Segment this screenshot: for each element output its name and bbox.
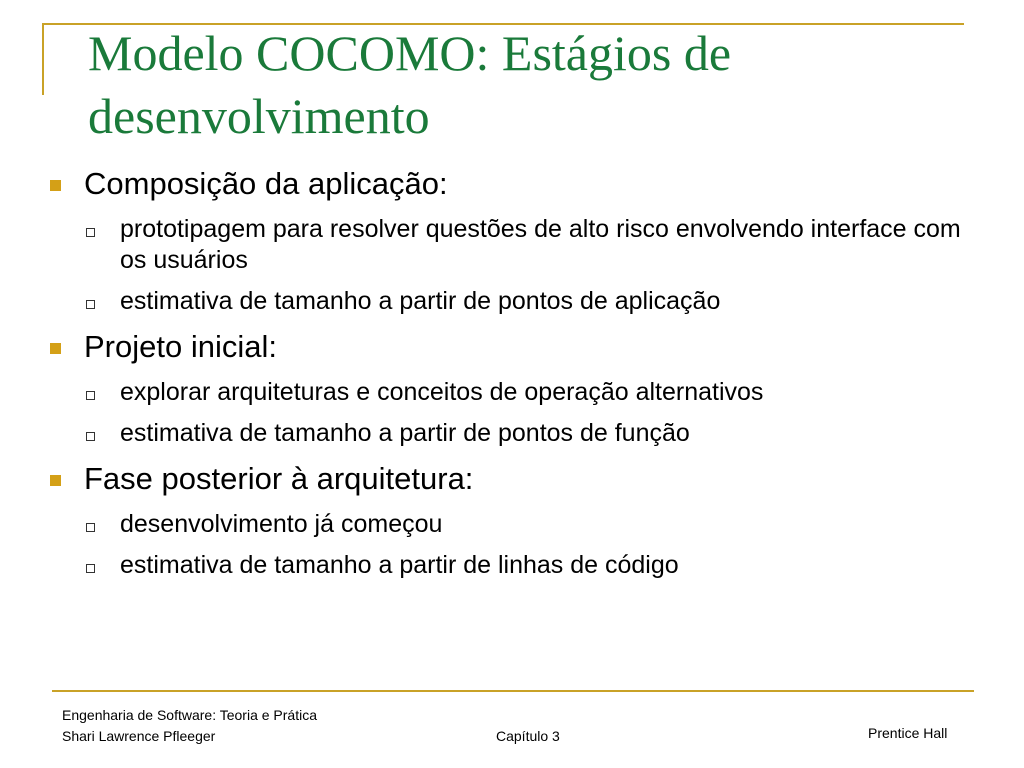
square-bullet-icon bbox=[50, 180, 61, 191]
hollow-square-bullet-icon bbox=[86, 432, 95, 441]
footer-chapter: Capítulo 3 bbox=[496, 728, 560, 744]
footer-author: Shari Lawrence Pfleeger bbox=[62, 728, 216, 744]
sub-bullet: estimativa de tamanho a partir de linhas de código bbox=[48, 550, 988, 581]
sub-bullet: estimativa de tamanho a partir de pontos de aplicação bbox=[48, 286, 988, 317]
bullet-list bbox=[48, 164, 988, 591]
hollow-square-bullet-icon bbox=[86, 228, 95, 237]
section-heading: Composição da aplicação: bbox=[48, 164, 988, 204]
square-bullet-icon bbox=[50, 475, 61, 486]
sub-bullet: explorar arquiteturas e conceitos de operação alternativos bbox=[48, 377, 988, 408]
hollow-square-bullet-icon bbox=[86, 300, 95, 309]
section-heading: Fase posterior à arquitetura: bbox=[48, 459, 988, 499]
sub-bullet: desenvolvimento já começou bbox=[48, 509, 988, 540]
section-heading: Projeto inicial: bbox=[48, 327, 988, 367]
hollow-square-bullet-icon bbox=[86, 523, 95, 532]
frame-left-rule bbox=[42, 23, 44, 95]
hollow-square-bullet-icon bbox=[86, 391, 95, 400]
footer-book-title: Engenharia de Software: Teoria e Prática bbox=[62, 707, 318, 723]
slide-title: Modelo COCOMO: Estágios de desenvolvimento bbox=[88, 25, 732, 144]
sub-bullet: prototipagem para resolver questões de alto risco envolvendo interface com os usuários bbox=[48, 214, 988, 276]
footer-publisher: Prentice Hall bbox=[868, 725, 948, 741]
footer-rule bbox=[52, 690, 974, 692]
hollow-square-bullet-icon bbox=[86, 564, 95, 573]
sub-bullet: estimativa de tamanho a partir de pontos de função bbox=[48, 418, 988, 449]
square-bullet-icon bbox=[50, 343, 61, 354]
